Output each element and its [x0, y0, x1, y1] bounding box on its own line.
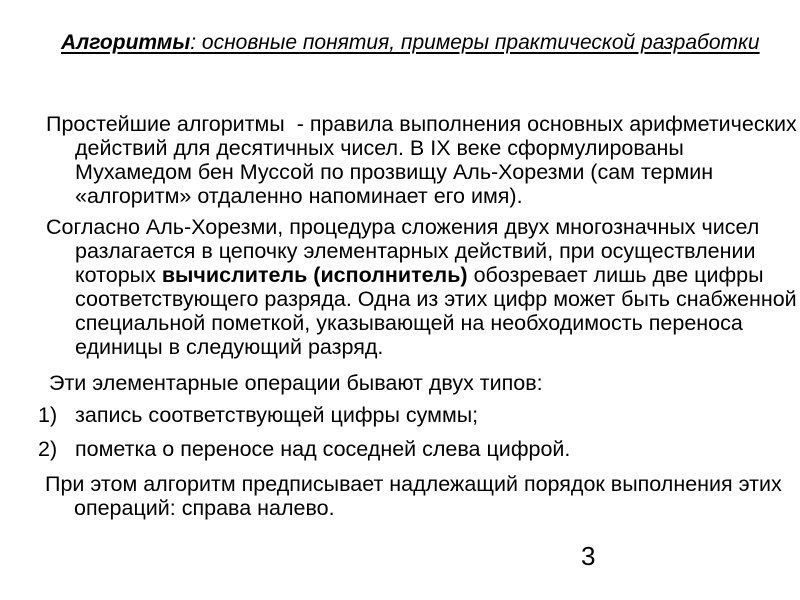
text-line	[46, 263, 766, 287]
title-emphasis: Алгоритмы	[61, 31, 191, 54]
text-line: Согласно Аль-Хорезми, процедура сложения двух многозначных чисел	[46, 215, 760, 239]
bold-term-executor: вычислитель (исполнитель)	[161, 263, 468, 287]
paragraph-order	[45, 472, 782, 520]
text-line: действий для десятичных чисел. В IX веке сформулированы	[75, 136, 684, 160]
title-rest: : основные понятия, примеры практической разработки	[190, 31, 760, 54]
list-item	[38, 437, 766, 461]
text-line: операций: справа налево.	[74, 496, 335, 520]
page-number: 3	[581, 541, 596, 571]
list-marker: 1)	[38, 403, 58, 427]
text-line: специальной пометкой, указывающей на необходимость переноса	[75, 311, 743, 335]
text-line: Эти элементарные операции бывают двух типов:	[49, 371, 543, 395]
text-line: соответствующего разряда. Одна из этих цифр может быть снабженной	[75, 287, 797, 311]
list-marker: 2)	[38, 437, 58, 461]
text-segment: которых	[75, 263, 162, 287]
text-segment: обозревает лишь две цифры	[467, 263, 764, 287]
text-line: Мухамедом бен Муссой по прозвищу Аль-Хорезми (сам термин	[75, 160, 714, 184]
text-line: Простейшие алгоритмы - правила выполнения основных арифметических	[46, 112, 797, 136]
paragraph-operations-intro	[49, 371, 769, 395]
text-line: «алгоритм» отдаленно напоминает его имя).	[75, 184, 523, 208]
text-line: разлагается в цепочку элементарных действий, при осуществлении	[75, 239, 756, 263]
text-line: При этом алгоритм предписывает надлежащий порядок выполнения этих	[45, 472, 782, 496]
paragraph-intro	[46, 112, 797, 208]
text-line: единицы в следующий разряд.	[75, 335, 384, 359]
page-title	[61, 31, 760, 55]
list-item-text: пометка о переносе над соседней слева цифрой.	[75, 437, 571, 461]
paragraph-alkhwarizmi	[46, 215, 797, 359]
list-item	[38, 403, 766, 427]
list-item-text: запись соответствующей цифры суммы;	[75, 403, 479, 427]
